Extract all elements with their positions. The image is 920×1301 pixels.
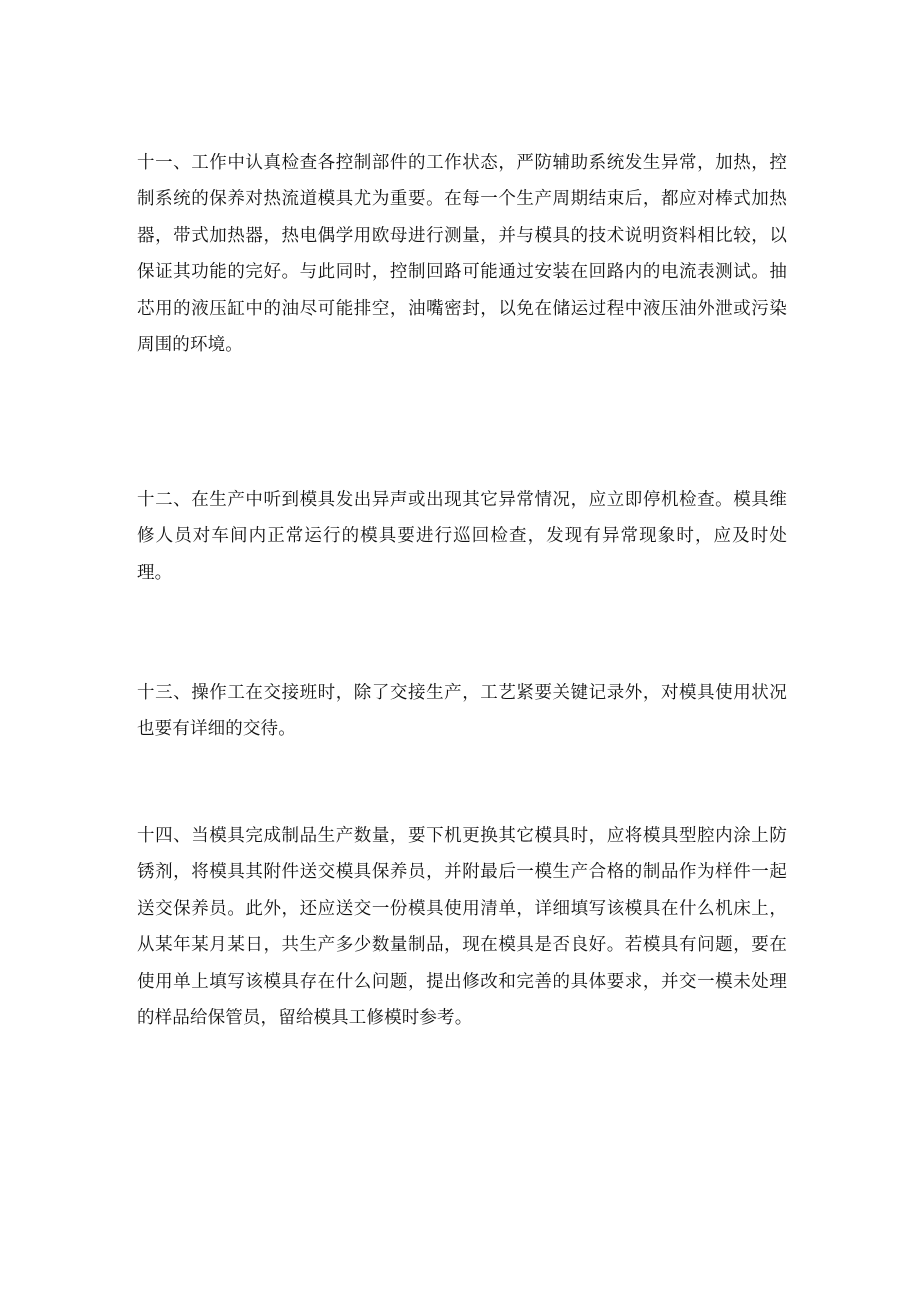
paragraph-section-12: 十二、在生产中听到模具发出异声或出现其它异常情况，应立即停机检查。模具维修人员对车间内正常运行的模具要进行巡回检查，发现有异常现象时，应及时处理。 (137, 490, 787, 583)
paragraph-section-13: 十三、操作工在交接班时，除了交接生产，工艺紧要关键记录外，对模具使用状况也要有详细的交待。 (137, 683, 787, 740)
paragraph-section-14: 十四、当模具完成制品生产数量，要下机更换其它模具时，应将模具型腔内涂上防锈剂，将模具其附件送交模具保养员，并附最后一模生产合格的制品作为样件一起送交保养员。此外，还应送交一份模具使用清单，详细填写该模具在什么机床上，从某年某月某日，共生产多少数量制品，现在模具是否良好。若模具有问题，要在使用单上填写该模具存在什么问题，提出修改和完善的具体要求，并交一模未处理的样品给保管员，留给模具工修模时参考。 (137, 826, 787, 1029)
paragraph-section-11: 十一、工作中认真检查各控制部件的工作状态，严防辅助系统发生异常，加热，控制系统的保养对热流道模具尤为重要。在每一个生产周期结束后，都应对棒式加热器，带式加热器，热电偶学用欧母进行测量，并与模具的技术说明资料相比较，以保证其功能的完好。与此同时，控制回路可能通过安装在回路内的电流表测试。抽芯用的液压缸中的油尽可能排空，油嘴密封，以免在储运过程中液压油外泄或污染周围的环境。 (137, 153, 787, 356)
